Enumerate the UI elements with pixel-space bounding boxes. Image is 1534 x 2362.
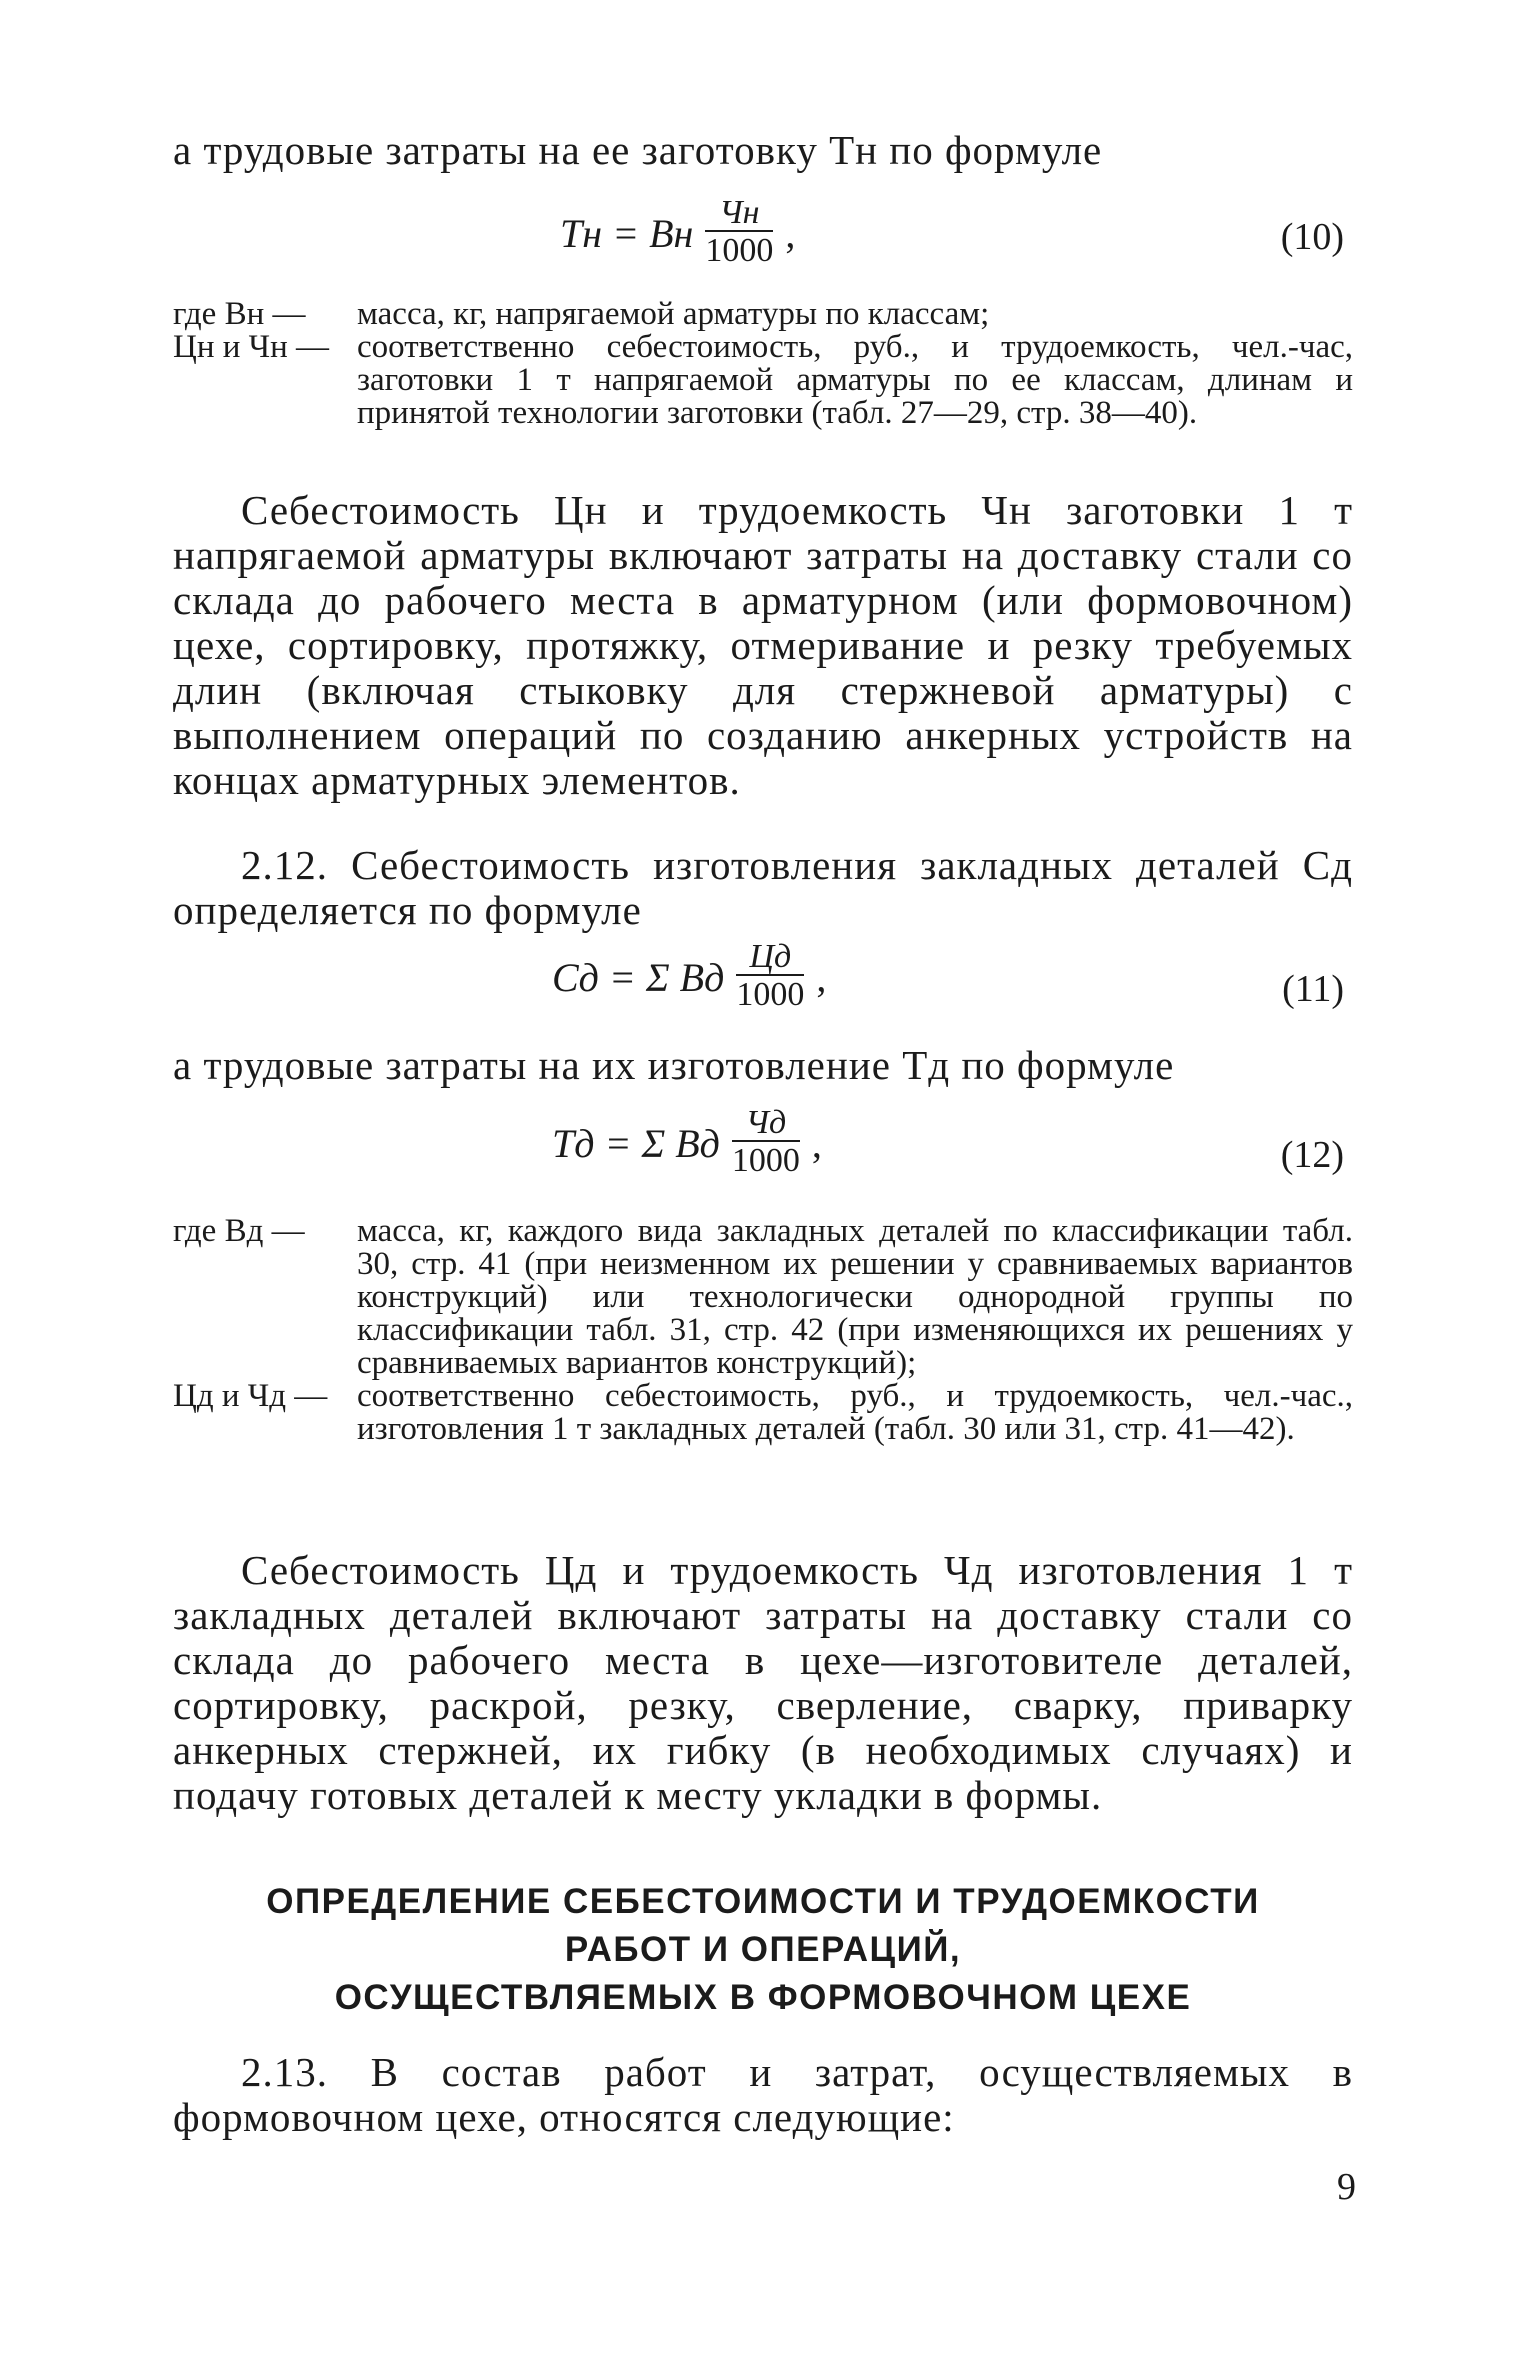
line-3: а трудовые затраты на их изготовление Tд по формуле — [173, 1042, 1175, 1088]
definitions-2 — [173, 1215, 1353, 1446]
definition-text: масса, кг, напрягаемой арматуры по классам; — [357, 296, 990, 332]
formula-10 — [560, 196, 795, 270]
definition-row — [173, 298, 1353, 331]
formula-12-numerator: Чд — [745, 1104, 787, 1141]
definition-symbol: Цн и Чн — — [173, 329, 330, 365]
paragraph-4: Себестоимость Цд и трудоемкость Чд изготовления 1 т закладных деталей включают затраты на доставку стали со склада до рабочего места в цехе—изготовителе деталей, сортировку, раскрой, резку, сверление, сварку, приварку анкерных стержней, их гибку (в необходимых случаях) и подачу готовых деталей к месту укладки в формы. — [173, 1547, 1353, 1818]
paragraph-2-12: 2.12. Себестоимость изготовления закладных деталей Cд определяется по формуле — [173, 842, 1353, 933]
paragraph-1: Себестоимость Цн и трудоемкость Чн заготовки 1 т напрягаемой арматуры включают затраты на доставку стали со склада до рабочего места в арматурном (или формовочном) цехе, сортировку, протяжку, отмеривание и резку требуемых длин (включая стыковку для стержневой арматуры) с выполнением операций по созданию анкерных устройств на концах арматурных элементов. — [173, 487, 1353, 803]
equation-number-11: (11) — [1282, 968, 1344, 1010]
formula-11-numerator: Цд — [749, 938, 792, 975]
heading-line: ОПРЕДЕЛЕНИЕ СЕБЕСТОИМОСТИ И ТРУДОЕМКОСТИ — [266, 1882, 1260, 1921]
section-heading — [173, 1878, 1353, 2022]
formula-11-fraction — [736, 940, 804, 1014]
formula-12-fraction — [732, 1106, 800, 1180]
paragraph-2-13: 2.13. В состав работ и затрат, осуществляемых в формовочном цехе, относятся следующие: — [173, 2049, 1353, 2140]
formula-10-comma: , — [785, 210, 796, 256]
formula-10-denominator: 1000 — [705, 232, 774, 269]
definition-row — [173, 1215, 1353, 1380]
page-number: 9 — [1337, 2166, 1356, 2208]
formula-10-numerator: Чн — [719, 194, 760, 231]
equation-number-12: (12) — [1280, 1134, 1344, 1176]
definition-row — [173, 1380, 1353, 1446]
formula-12 — [552, 1106, 822, 1180]
equation-number-10: (10) — [1280, 216, 1344, 258]
heading-line: РАБОТ И ОПЕРАЦИЙ, — [564, 1930, 962, 1969]
formula-11 — [552, 940, 826, 1014]
definition-text: масса, кг, каждого вида закладных деталей по классификации табл. 30, стр. 41 (при неизменном их решении у сравниваемых вариантов конструкций) или технологически однородной группы по классификации табл. 31, стр. 42 (при изменяющихся их решениях у сравниваемых вариантов конструкций); — [357, 1213, 1353, 1381]
formula-12-denominator: 1000 — [731, 1142, 800, 1179]
formula-12-lhs: Tд = Σ Bд — [552, 1120, 720, 1166]
heading-line: ОСУЩЕСТВЛЯЕМЫХ В ФОРМОВОЧНОМ ЦЕХЕ — [334, 1978, 1192, 2017]
formula-12-comma: , — [811, 1120, 822, 1166]
definition-symbol: Цд и Чд — — [173, 1378, 328, 1414]
formula-11-lhs: Cд = Σ Bд — [552, 954, 725, 1000]
formula-10-lhs: Tн = Bн — [560, 210, 694, 256]
formula-11-denominator: 1000 — [736, 976, 805, 1013]
definition-symbol: где Bн — — [173, 296, 306, 332]
intro-line: а трудовые затраты на ее заготовку Tн по формуле — [173, 127, 1103, 173]
formula-10-fraction — [705, 196, 773, 270]
definition-text: соответственно себестоимость, руб., и трудоемкость, чел.-час, заготовки 1 т напрягаемой арматуры по ее классам, длинам и принятой технологии заготовки (табл. 27—29, стр. 38—40). — [357, 329, 1353, 431]
definition-symbol: где Bд — — [173, 1213, 305, 1249]
definitions-1 — [173, 298, 1353, 430]
formula-11-comma: , — [816, 954, 827, 1000]
definition-row — [173, 331, 1353, 430]
definition-text: соответственно себестоимость, руб., и трудоемкость, чел.-час., изготовления 1 т закладных деталей (табл. 30 или 31, стр. 41—42). — [357, 1378, 1353, 1447]
